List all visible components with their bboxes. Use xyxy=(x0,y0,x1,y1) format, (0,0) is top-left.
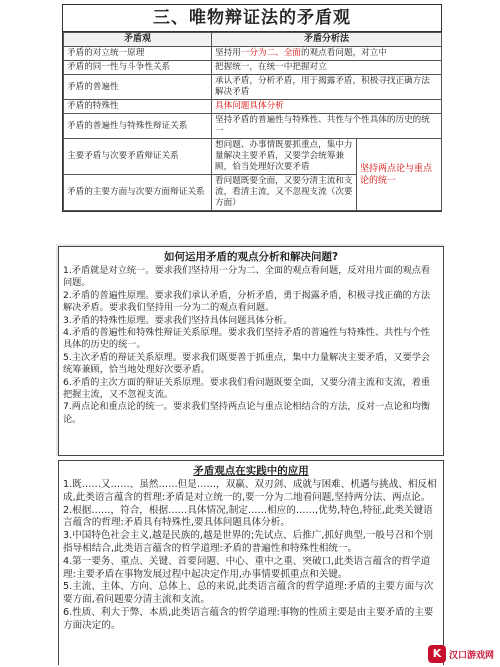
table-header-row xyxy=(64,33,442,47)
list-item: 3.矛盾的特殊性原理。要求我们坚持具体问题具体分析。 xyxy=(63,314,293,326)
list-item: 6.矛盾的主次方面的辩证关系原理。要求我们看问题既要全面，又要分清主流和支流，着重把握主流，又不忽视支流。 xyxy=(63,376,431,401)
table-row xyxy=(64,139,442,175)
principle-cell: 矛盾的同一性与斗争性关系 xyxy=(64,61,212,75)
table-row xyxy=(64,61,442,75)
list-item: 1.矛盾就是对立统一。要求我们坚持用一分为二、全面的观点看问题，反对用片面的观点看问题。 xyxy=(63,265,431,289)
principle-cell: 矛盾的主要方面与次要方面辩证关系 xyxy=(64,175,212,211)
section-title: 如何运用矛盾的观点分析和解决问题? xyxy=(163,251,339,263)
list-item: 3.中国特色社会主义,越是民族的,越是世界的;先试点、后推广,抓好典型,一般号召和个别指导相结合,此类语言蕴含的哲学道理:矛盾的普遍性和特殊性相统一。 xyxy=(63,530,433,554)
method-cell: 看问题既要全面，又要分清主流和支流，看清主流，又不忽视支流（次要方面） xyxy=(212,175,357,211)
list-item: 6.性质、利大于弊、本质,此类语言蕴含的哲学道理:事物的性质主要是由主要矛盾的主要方面决定的。 xyxy=(63,606,434,631)
contradiction-table-card xyxy=(62,4,442,212)
list-item: 2.根据……，符合，根据……具体情况,制定……相应的……,优势,特色,特征,此类关键语言蕴含的哲理:矛盾具有特殊性,要具体问题具体分析。 xyxy=(63,504,433,529)
table-row xyxy=(64,47,442,61)
method-cell: 想问题、办事情既要抓重点，集中力量解决主要矛盾，又要学会统筹兼顾，恰当处理好次要矛盾 xyxy=(212,139,357,175)
list-item: 7.两点论和重点论的统一。要求我们坚持两点论与重点论相结合的方法，反对一点论和均衡论。 xyxy=(63,401,431,425)
principle-cell: 矛盾的普遍性 xyxy=(64,75,212,100)
method-cell: 把握统一，在统一中把握对立 xyxy=(212,61,442,75)
main-title: 三、唯物辩证法的矛盾观 xyxy=(63,5,441,32)
col-header-method: 矛盾分析法 xyxy=(212,33,442,47)
method-cell: 具体问题具体分析 xyxy=(212,100,442,114)
principle-cell: 矛盾的普遍性与特殊性辩证关系 xyxy=(64,114,212,139)
section-title: 矛盾观点在实践中的应用 xyxy=(193,465,309,477)
principle-cell: 矛盾的对立统一原理 xyxy=(64,47,212,61)
list-item: 5.主流、主体、方向、总体上、总的来说,此类语言蕴含的哲学道理:矛盾的主要方面与次要方面,看问题要分清主流和支流。 xyxy=(63,581,434,606)
analysis-section xyxy=(58,246,444,456)
col-header-principle: 矛盾观 xyxy=(64,33,212,47)
contradiction-table xyxy=(63,32,442,211)
principle-cell: 主要矛盾与次要矛盾辩证关系 xyxy=(64,139,212,175)
application-section xyxy=(58,460,444,665)
list-item: 4.矛盾的普遍性和特殊性辩证关系原理。要求我们坚持矛盾的普遍性与特殊性、共性与个性具体的历史的统一。 xyxy=(63,327,431,351)
list-item: 5.主次矛盾的辩证关系原理。要求我们既要善于抓重点，集中力量解决主要矛盾，又要学会统筹兼顾，恰当地处理好次要矛盾。 xyxy=(63,351,431,376)
watermark xyxy=(428,645,494,663)
list-item: 1.既……又……、虽然……但是……，双赢、双刃剑、成就与困难、机遇与挑战、相反相成,此类语言蕴含的哲理:矛盾是对立统一的,要一分为二地看问题,坚持两分法、两点论。 xyxy=(63,479,437,503)
method-cell: 坚持矛盾的普遍性与特殊性、共性与个性具体的历史的统一 xyxy=(212,114,442,139)
k-logo-icon: K xyxy=(428,645,446,663)
table-row xyxy=(64,75,442,100)
list-item: 4.第一要务、重点、关键、首要问题、中心、重中之重、突破口,此类语言蕴含的哲学道理:主要矛盾在事物发展过程中起决定作用,办事情要抓重点和关键。 xyxy=(63,555,431,580)
table-row xyxy=(64,100,442,114)
method-cell: 坚持用一分为二、全面的观点看问题，对立中 xyxy=(212,47,442,61)
watermark-text: 汉口游戏网 xyxy=(448,650,494,661)
method-cell: 承认矛盾，分析矛盾，用于揭露矛盾，积极寻找正确方法解决矛盾 xyxy=(212,75,442,100)
table-row xyxy=(64,114,442,139)
list-item: 2.矛盾的普遍性原理。要求我们承认矛盾，分析矛盾，勇于揭露矛盾，积极寻找正确的方法解决矛盾。要求我们坚持用一分为二的观点看问题。 xyxy=(63,289,431,314)
principle-cell: 矛盾的特殊性 xyxy=(64,100,212,114)
side-note-cell: 坚持两点论与重点论的统一 xyxy=(357,139,442,211)
